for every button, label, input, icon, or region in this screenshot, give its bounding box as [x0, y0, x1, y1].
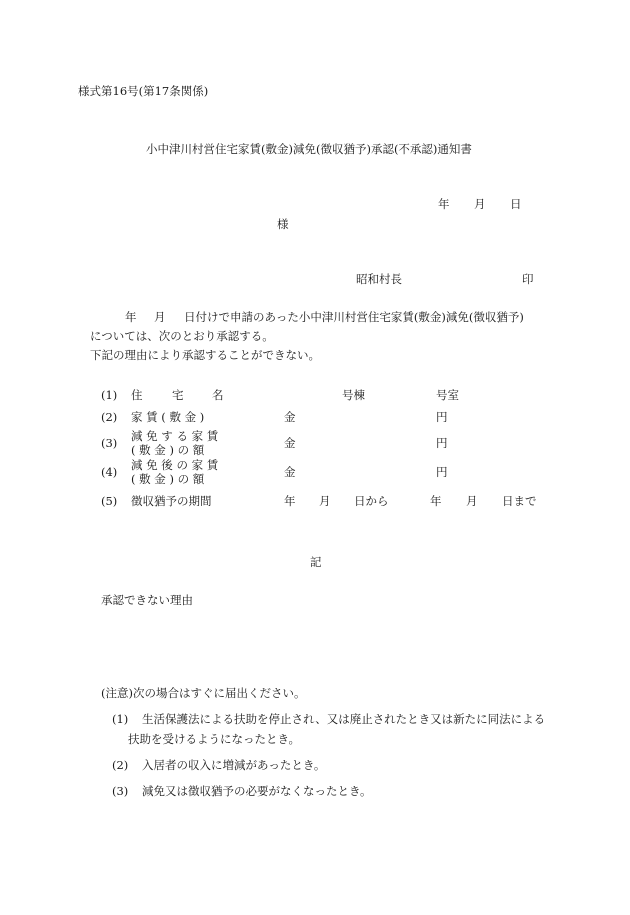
- date-year: 年: [438, 197, 450, 211]
- note-text-continued: 扶助を受けるようになったとき。: [128, 732, 301, 746]
- unit-building: 号棟: [342, 388, 365, 402]
- item-label: [131, 429, 218, 458]
- ki-heading: 記: [310, 555, 322, 569]
- note-text: 入居者の収入に増減があったとき。: [142, 758, 326, 772]
- document-title: 小中津川村営住宅家賃(敷金)減免(徴収猶予)承認(不承認)通知書: [146, 142, 472, 156]
- item-number: (5): [101, 494, 118, 508]
- date-month: 月: [474, 197, 486, 211]
- currency-prefix: 金: [284, 465, 296, 479]
- unit-room: 号室: [436, 388, 459, 402]
- note-number: (3): [112, 784, 129, 798]
- addressee-suffix: 様: [277, 217, 289, 231]
- item-label: 名: [212, 388, 224, 402]
- to-month: 月: [466, 494, 478, 508]
- item-number: (4): [101, 465, 118, 479]
- note-number: (1): [112, 712, 129, 726]
- item-label-line: ( 敷 金 ) の 額: [131, 443, 205, 458]
- from-year: 年: [284, 494, 296, 508]
- item-label-line: 減 免 す る 家 賃: [131, 429, 219, 443]
- currency-prefix: 金: [284, 410, 296, 424]
- issuer-name: 昭和村長: [356, 272, 402, 286]
- form-number: 様式第16号(第17条関係): [78, 84, 209, 98]
- currency-prefix: 金: [284, 436, 296, 450]
- currency-unit: 円: [436, 410, 448, 424]
- body-line2: については、次のとおり承認する。: [90, 329, 274, 343]
- note-text: 減免又は徴収猶予の必要がなくなったとき。: [142, 784, 372, 798]
- seal-mark: 印: [522, 272, 534, 286]
- body-line1-text: 日付けで申請のあった小中津川村営住宅家賃(敷金)減免(徴収猶予): [184, 310, 524, 324]
- item-label: [131, 458, 218, 487]
- item-number: (3): [101, 436, 118, 450]
- notes-heading: (注意)次の場合はすぐに届出ください。: [101, 686, 306, 700]
- note-text: 生活保護法による扶助を停止され、又は廃止されたとき又は新たに同法による: [142, 712, 546, 726]
- note-number: (2): [112, 758, 129, 772]
- from-day: 日から: [354, 494, 389, 508]
- to-day: 日まで: [502, 494, 537, 508]
- from-month: 月: [319, 494, 331, 508]
- item-label: 家 賃 ( 敷 金 ): [131, 410, 205, 424]
- date-day: 日: [510, 197, 522, 211]
- currency-unit: 円: [436, 436, 448, 450]
- item-label-line: 減 免 後 の 家 賃: [131, 458, 219, 472]
- item-label: 徴収猶予の期間: [131, 494, 212, 508]
- item-label: 住: [131, 388, 143, 402]
- body-line3: 下記の理由により承認することができない。: [90, 348, 320, 362]
- item-label: 宅: [172, 388, 184, 402]
- body-month: 月: [154, 310, 166, 324]
- body-year: 年: [125, 310, 137, 324]
- reason-label: 承認できない理由: [101, 593, 193, 607]
- item-number: (1): [101, 388, 118, 402]
- item-number: (2): [101, 410, 118, 424]
- item-label-line: ( 敷 金 ) の 額: [131, 472, 205, 487]
- currency-unit: 円: [436, 465, 448, 479]
- to-year: 年: [430, 494, 442, 508]
